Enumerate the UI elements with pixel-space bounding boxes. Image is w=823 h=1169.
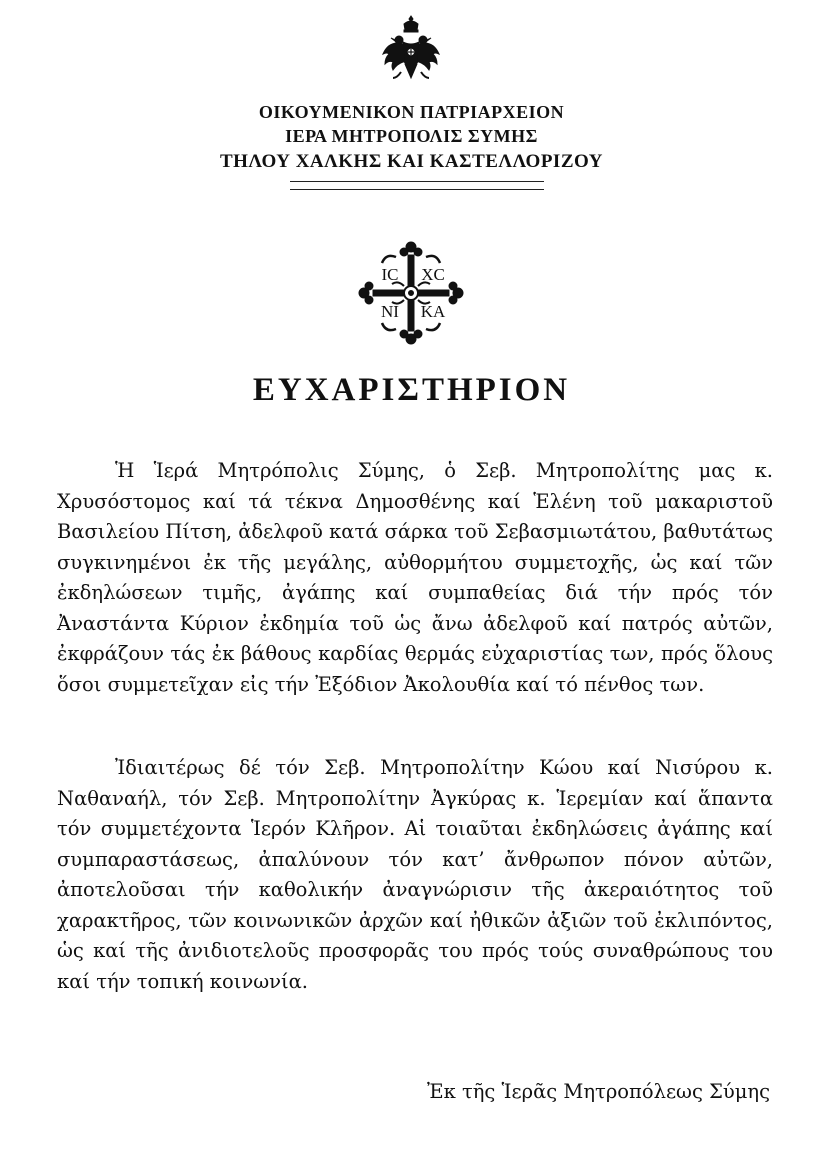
cross-letters-ic: IC <box>381 265 399 284</box>
cross-letters-ka: KA <box>420 302 446 321</box>
ic-xc-nika-cross-icon <box>356 237 466 349</box>
signature-line: Ἐκ τῆς Ἱερᾶς Μητροπόλεως Σύμης <box>426 1080 770 1103</box>
page-title: ΕΥΧΑΡΙΣΤΗΡΙΟΝ <box>252 372 571 408</box>
cross-letters-xc: XC <box>421 265 445 284</box>
paragraph-gratitude: Ἡ Ἱερά Μητρόπολις Σύμης, ὁ Σεβ. Μητροπολίτης μας κ. Χρυσόστομος καί τά τέκνα Δημοσθένης καί Ἑλένη τοῦ μακαριστοῦ Βασιλείου Πίτση, ἀδελφοῦ κατά σάρκα τοῦ Σεβασμιωτάτου, βαθυτάτως συγκινημένοι ἐκ τῆς μεγάλης, αὐθορμήτου συμμετοχῆς, ὡς καί τῶν ἐκδηλώσεων τιμῆς, ἀγάπης καί συμπαθείας διά τήν πρός τόν Ἀναστάντα Κύριον ἐκδημία τοῦ ὡς ἄνω ἀδελφοῦ καί πατρός αὐτῶν, ἐκφράζουν τάς ἐκ βάθους καρδίας θερμάς εὐχαριστίας των, πρός ὅλους ὅσοι συμμετεῖχαν εἰς τήν Ἐξόδιον Ἀκολουθία καί τό πένθος των. <box>57 459 773 696</box>
double-headed-eagle-icon <box>381 14 441 94</box>
cross-letters-ni: NI <box>381 302 399 321</box>
header-line-islands: ΤΗΛΟΥ ΧΑΛΚΗΣ ΚΑΙ ΚΑΣΤΕΛΛΟΡΙΖΟΥ <box>219 151 604 172</box>
header-line-patriarchate: ΟΙΚΟΥΜΕΝΙΚΟΝ ΠΑΤΡΙΑΡΧΕΙΟΝ <box>258 102 565 122</box>
paragraph-special-thanks: Ἰδιαιτέρως δέ τόν Σεβ. Μητροπολίτην Κώου καί Νισύρου κ. Ναθαναήλ, τόν Σεβ. Μητροπολίτην Ἀγκύρας κ. Ἱερεμίαν καί ἅπαντα τόν συμμετέχοντα Ἱερόν Κλῆρον. Αἱ τοιαῦται ἐκδηλώσεις ἀγάπης καί συμπαραστάσεως, ἀπαλύνουν τόν κατ’ ἄνθρωπον πόνον αὐτῶν, ἀποτελοῦσαι τήν καθολικήν ἀναγνώρισιν τῆς ἀκεραιότητος τοῦ χαρακτῆρος, τῶν κοινωνικῶν ἀρχῶν καί ἠθικῶν ἀξιῶν τοῦ ἐκλιπόντος, ὡς καί τῆς ἀνιδιοτελοῦς προσφορᾶς του πρός τούς συναθρώπους του καί τήν τοπική κοινωνία. <box>57 756 773 993</box>
header-line-metropolis: ΙΕΡΑ ΜΗΤΡΟΠΟΛΙΣ ΣΥΜΗΣ <box>285 126 538 146</box>
header-double-rule <box>290 181 544 190</box>
